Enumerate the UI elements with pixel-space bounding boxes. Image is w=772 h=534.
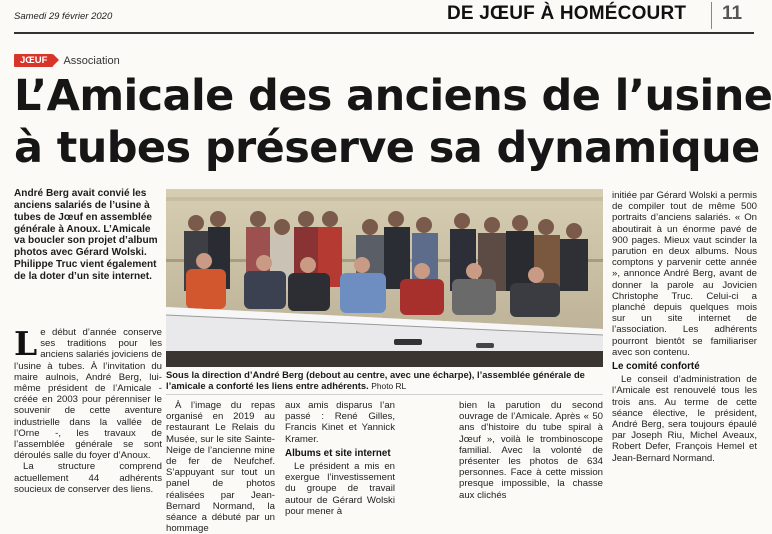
article-headline [14, 70, 772, 174]
issue-date: Samedi 29 février 2020 [14, 11, 113, 22]
article-kicker [14, 54, 120, 67]
rubric-label: Association [63, 54, 120, 67]
caption-rule [166, 394, 603, 395]
col1-paragraph-1: e début d’année conserve ses traditions pour les anciens salariés joviciens de l’usine à tubes. À l’invitation du maire aulnois, André Berg, lui-même président de l’Amicale - créée en 2003 pour pérenniser le souvenir de cette aventure industrielle dans la vallée de l’Orne -, les travaux de l’assemblée générale se sont déroulés salle du foyer d’Anoux. [14, 327, 162, 462]
article-column-4 [459, 400, 603, 501]
photo-caption [166, 369, 603, 392]
article-lede: André Berg avait convié les anciens salariés de l’usine à tubes de Jœuf en assemblée générale à Anoux. L’Amicale va boucler son projet d’album photos avec Gérard Wolski. Philippe Truc vient également de la doter d’un site internet. [14, 188, 158, 282]
col3-paragraph-2: Le président a mis en exergue l’investissement du groupe de travail autour de Gérard Wolski pour mener à [285, 461, 395, 517]
article-photo [166, 189, 603, 367]
section-title: DE JŒUF À HOMÉCOURT [447, 3, 687, 24]
header-divider [711, 2, 712, 29]
header-rule [14, 32, 754, 34]
headline-line-1: L’Amicale des anciens de l’usine [14, 71, 772, 121]
subhead-albums: Albums et site internet [285, 447, 391, 459]
subhead-comite: Le comité conforté [612, 361, 700, 373]
article-column-1 [14, 324, 162, 495]
col4-paragraph-1: bien la parution du second ouvrage de l’Amicale. Après « 50 ans d’histoire du tube spiral à Jœuf », voilà le trombinoscope familial. Avec la volonté de présenter les photos de 634 personnes. Face à cette mission presque impossible, la chasse aux clichés [459, 400, 603, 501]
photo-credit: Photo RL [371, 381, 407, 392]
article-column-2 [166, 400, 275, 534]
col1-paragraph-2: La structure comprend actuellement 44 adhérents soucieux de conserver des liens. [14, 461, 162, 495]
col2-paragraph-1: À l’image du repas organisé en 2019 au restaurant Le Relais du Musée, sur le site Sainte-Neige de l’ancienne mine de fer de Neufchef. S’appuyant sur tout un panel de photos réalisées par Jean-Bernard Normand, la séance a débuté par un hommage [166, 400, 275, 534]
page-header [0, 0, 767, 30]
col5-paragraph-2: Le conseil d’administration de l’Amicale est renouvelé tous les trois ans. Au terme de cette séance élective, le président, André Berg, sera toujours épaulé par Joseph Riu, Michel Aveaux, Robert Defer, François Hemel et Jean-Bernard Normand. [612, 374, 757, 464]
group-photo-illustration [166, 189, 603, 367]
col3-paragraph-1: aux amis disparus l’an passé : René Gilles, Francis Kinet et Yannick Kramer. [285, 400, 395, 445]
article-column-3 [285, 400, 395, 517]
article-column-5 [612, 190, 757, 464]
caption-text: Sous la direction d’André Berg (debout au centre, avec une écharpe), l’assemblée générale de l’amicale a conforté les liens entre adhérents. [166, 369, 585, 392]
page-number: 11 [722, 3, 743, 24]
location-tag: JŒUF [14, 54, 53, 67]
col5-paragraph-1: initiée par Gérard Wolski a permis de compiler tout de même 500 portraits d’anciens salariés. « On aboutirait à un énorme pavé de 900 pages. Mieux vaut scinder la parution en deux albums. Nous comptons y parvenir cette année », annonce André Berg, avant de donner la parole au Jovicien Christophe Truc. Celui-ci a planché depuis quelques mois sur un site internet de l’association. Les adhérents pourront bientôt se familiariser avec son contenu. [612, 190, 757, 358]
headline-line-2: à tubes préserve sa dynamique [14, 123, 760, 173]
drop-cap: L [14, 324, 38, 363]
